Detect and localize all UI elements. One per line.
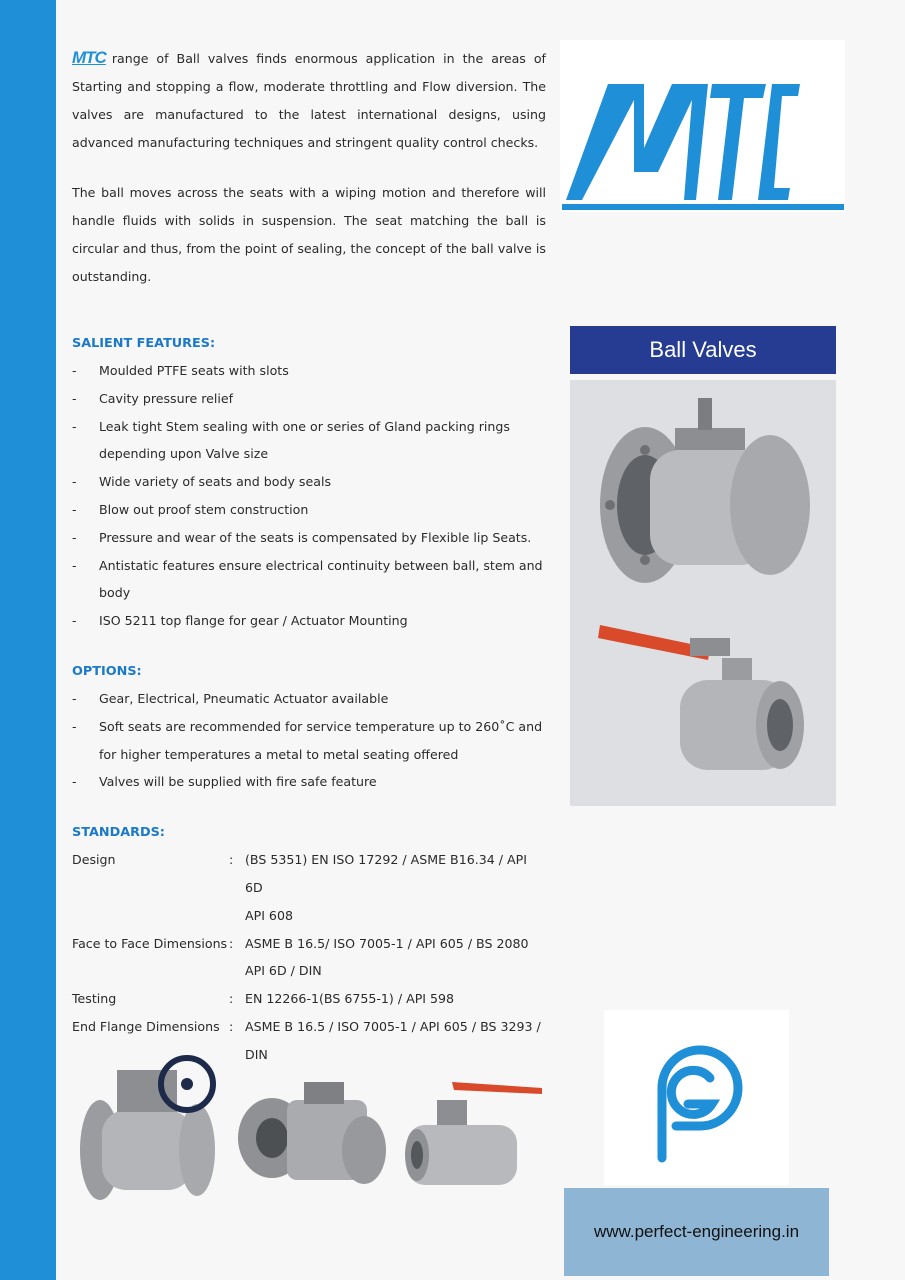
standards-row <box>72 930 546 958</box>
bullet-dash: - <box>72 718 77 734</box>
bullet-dash: - <box>72 613 77 629</box>
flanged-ball-valve-image <box>570 380 836 806</box>
standards-label <box>72 957 229 985</box>
main-text-column <box>72 44 546 1069</box>
salient-feature-item-text: Wide variety of seats and body seals <box>99 474 332 490</box>
salient-feature-item-text: Antistatic features ensure electrical continuity between ball, stem and body <box>99 557 543 601</box>
mtc-logo-graphic <box>560 40 845 212</box>
website-url[interactable]: www.perfect-engineering.in <box>564 1188 829 1276</box>
salient-feature-item <box>72 468 546 496</box>
gear-operated-valve-icon <box>80 1058 215 1200</box>
salient-feature-item <box>72 524 546 552</box>
pe-logo-icon <box>604 1010 789 1185</box>
threaded-valve-icon <box>405 1082 542 1185</box>
options-heading: OPTIONS: <box>72 663 142 679</box>
standards-row <box>72 985 546 1013</box>
bullet-dash: - <box>72 418 77 434</box>
bullet-dash: - <box>72 774 77 790</box>
standards-label <box>72 902 229 930</box>
ball-valves-banner: Ball Valves <box>570 326 836 374</box>
mtc-inline-logo: MTC <box>72 48 106 67</box>
salient-feature-item-text: Blow out proof stem construction <box>99 501 309 517</box>
bullet-dash: - <box>72 390 77 406</box>
salient-features-heading: SALIENT FEATURES: <box>72 336 216 351</box>
standards-sep <box>229 902 245 930</box>
option-item <box>72 713 546 769</box>
perfect-engineering-logo <box>604 1010 789 1185</box>
intro-paragraph-2: The ball moves across the seats with a wiping motion and therefore will handle fluids with solids in suspension. The seat matching the ball is circular and thus, from the point of sealing, the concept of the ball valve is outstanding. <box>72 185 546 284</box>
standards-value: API 608 <box>245 907 293 923</box>
standards-label: Face to Face Dimensions <box>72 935 228 951</box>
mtc-logo <box>560 40 845 212</box>
standards-table <box>72 846 546 1068</box>
salient-feature-item <box>72 607 546 635</box>
salient-feature-item <box>72 413 546 469</box>
salient-feature-item <box>72 385 546 413</box>
salient-feature-item-text: ISO 5211 top flange for gear / Actuator Mounting <box>99 613 408 629</box>
standards-sep <box>229 957 245 985</box>
options-section <box>72 661 546 796</box>
salient-features-section <box>72 333 546 635</box>
standards-label: Design <box>72 852 116 868</box>
option-item <box>72 768 546 796</box>
option-item-text: Valves will be supplied with fire safe feature <box>99 774 377 790</box>
salient-feature-item <box>72 496 546 524</box>
bullet-dash: - <box>72 529 77 545</box>
standards-heading: STANDARDS: <box>72 825 165 841</box>
option-item-text: Soft seats are recommended for service temperature up to 260˚C and for higher temperatures a metal to metal seating offered <box>99 718 543 762</box>
salient-feature-item-text: Moulded PTFE seats with slots <box>99 363 289 378</box>
option-item <box>72 685 546 713</box>
bullet-dash: - <box>72 474 77 490</box>
valve-gallery <box>72 1040 552 1210</box>
standards-value: (BS 5351) EN ISO 17292 / ASME B16.34 / API 6D <box>245 852 527 895</box>
bullet-dash: - <box>72 557 77 573</box>
standards-sep: : <box>229 935 234 951</box>
standards-row <box>72 902 546 930</box>
salient-feature-item-text: Pressure and wear of the seats is compensated by Flexible lip Seats. <box>99 529 532 545</box>
standards-sep: : <box>229 991 234 1007</box>
left-accent-bar <box>0 0 56 1280</box>
standards-section <box>72 822 546 1068</box>
standards-sep: : <box>229 1018 234 1034</box>
standards-label: Testing <box>72 991 117 1007</box>
salient-feature-item <box>72 552 546 608</box>
standards-row <box>72 957 546 985</box>
standards-value: ASME B 16.5 / ISO 7005-1 / API 605 / BS 3293 / DIN <box>245 1018 541 1062</box>
option-item-text: Gear, Electrical, Pneumatic Actuator available <box>99 690 389 706</box>
bullet-dash: - <box>72 501 77 517</box>
three-way-valve-icon <box>238 1082 386 1184</box>
salient-feature-item-text: Cavity pressure relief <box>99 390 234 406</box>
options-list <box>72 685 546 796</box>
standards-value: EN 12266-1(BS 6755-1) / API 598 <box>245 991 455 1007</box>
salient-feature-item <box>72 357 546 385</box>
standards-label: End Flange Dimensions <box>72 1018 220 1034</box>
bullet-dash: - <box>72 363 77 378</box>
ball-valve-photos <box>570 380 836 806</box>
salient-feature-item-text: Leak tight Stem sealing with one or series of Gland packing rings depending upon Valve size <box>99 418 510 462</box>
standards-sep: : <box>229 852 234 868</box>
standards-value: API 6D / DIN <box>245 963 322 979</box>
salient-features-list <box>72 357 546 635</box>
bullet-dash: - <box>72 690 77 706</box>
bottom-valve-images <box>72 1040 552 1210</box>
standards-row <box>72 846 546 902</box>
standards-value: ASME B 16.5/ ISO 7005-1 / API 605 / BS 2080 <box>245 935 529 951</box>
intro-paragraph-1: MTC range of Ball valves finds enormous application in the areas of Starting and stopping a flow, moderate throttling and Flow diversion. The valves are manufactured to the latest international designs, using advanced manufacturing techniques and stringent quality control checks. <box>72 48 546 150</box>
